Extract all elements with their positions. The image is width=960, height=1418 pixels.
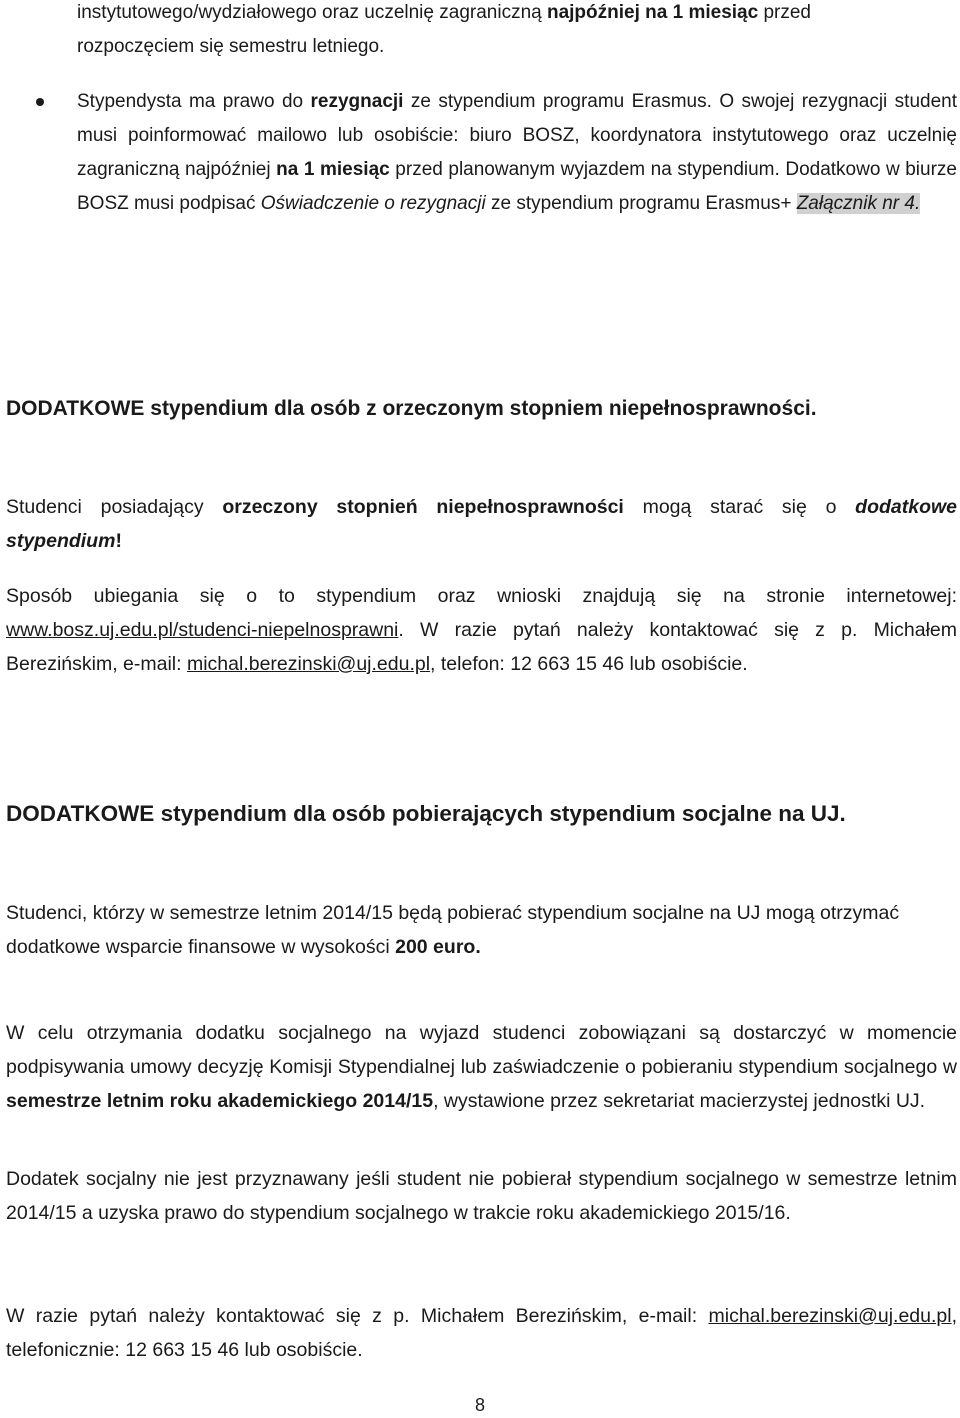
bullet-deadline-bold: na 1 miesiąc: [276, 159, 390, 180]
disability-paragraph-2: [6, 579, 957, 681]
bosz-disability-link[interactable]: www.bosz.uj.edu.pl/studenci-niepelnosprawni: [6, 619, 399, 641]
bullet-text-c: ze stypendium programu Erasmus. O swojej rezygnacji student musi poinformować mailowo lub osobiście: biuro BOSZ, koordynatora instytutowego oraz uczelnię zagraniczną najpóźniej: [77, 91, 957, 180]
disability-p1-bold-italic: dodatkowe stypendium: [6, 496, 957, 552]
section-heading-social: DODATKOWE stypendium dla osób pobierających stypendium socjalne na UJ.: [6, 801, 846, 826]
social-paragraph-2: [6, 1016, 957, 1118]
bullet-text-f: Dodatkowo w biurze BOSZ musi podpisać: [77, 159, 957, 214]
intro-text-c: przed: [758, 2, 811, 23]
section-heading-disability: DODATKOWE stypendium dla osób z orzeczonym stopniem niepełnosprawności.: [6, 397, 817, 420]
social-p2-text-c: , wystawione przez sekretariat macierzystej jednostki UJ.: [433, 1090, 926, 1112]
disability-p2-text-c: , telefon: 12 663 15 46 lub osobiście.: [430, 653, 748, 675]
email-link-2[interactable]: michal.berezinski@uj.edu.pl: [708, 1305, 952, 1327]
intro-deadline: najpóźniej na 1 miesiąc: [546, 2, 759, 23]
disability-p2-text-a: Sposób ubiegania się o to stypendium oraz wnioski znajdują się na stronie internetowej:: [6, 585, 957, 607]
social-p1-amount: 200 euro.: [395, 936, 481, 958]
intro-paragraph: [77, 0, 957, 64]
disability-p1-text-a: Studenci posiadający: [6, 496, 223, 518]
disability-p1-bold: orzeczony stopnień niepełnosprawności: [222, 496, 624, 518]
social-paragraph-3: Dodatek socjalny nie jest przyznawany jeśli student nie pobierał stypendium socjalnego w semestrze letnim 2014/15 a uzyska prawo do stypendium socjalnego w trakcie roku akademickiego 2015/16.: [6, 1168, 957, 1224]
social-paragraph-1: [6, 896, 957, 964]
intro-text-a: instytutowego/wydziałowego oraz uczelnię zagraniczną: [77, 2, 547, 23]
bullet-text-a: Stypendysta ma prawo do: [77, 91, 311, 112]
disability-paragraph-1: [6, 490, 957, 558]
disability-p2-text-b: . W razie pytań należy kontaktować się z p. Michałem Berezińskim, e-mail:: [6, 619, 957, 675]
disability-p1-exclamation: !: [115, 530, 122, 552]
social-p2-text-a: W celu otrzymania dodatku socjalnego na wyjazd studenci zobowiązani są dostarczyć w momencie podpisywania umowy decyzję Komisji Stypendialnej lub zaświadczenie o pobieraniu stypendium socjalnego w: [6, 1022, 957, 1078]
bullet-declaration-italic: Oświadczenie o rezygnacji: [260, 193, 486, 214]
bullet-dot-icon: [36, 98, 44, 106]
bullet-resignation-bold: rezygnacji: [310, 91, 404, 112]
bullet-text-h: ze stypendium programu Erasmus+: [485, 193, 797, 214]
social-p2-bold: semestrze letnim roku akademickiego 2014/15: [6, 1090, 434, 1112]
intro-text-l2: rozpoczęciem się semestru letniego.: [77, 36, 385, 57]
bullet-resignation: [77, 85, 957, 221]
social-p4-text-a: W razie pytań należy kontaktować się z p. Michałem Berezińskim, e-mail:: [6, 1305, 709, 1327]
email-link-1[interactable]: michal.berezinski@uj.edu.pl: [186, 653, 431, 675]
social-p1-text-a: Studenci, którzy w semestrze letnim 2014/15 będą pobierać stypendium socjalne na UJ mogą otrzymać dodatkowe wsparcie finansowe w wysokości: [6, 902, 900, 958]
disability-p1-text-c: mogą starać się o: [623, 496, 856, 518]
social-paragraph-4: [6, 1299, 957, 1367]
page-number: 8: [474, 1395, 485, 1415]
attachment-4-reference: Załącznik nr 4.: [796, 193, 921, 214]
bullet-text-e: przed planowanym wyjazdem na stypendium.: [389, 159, 786, 180]
social-p4-text-b: , telefonicznie: 12 663 15 46 lub osobiście.: [6, 1305, 957, 1361]
